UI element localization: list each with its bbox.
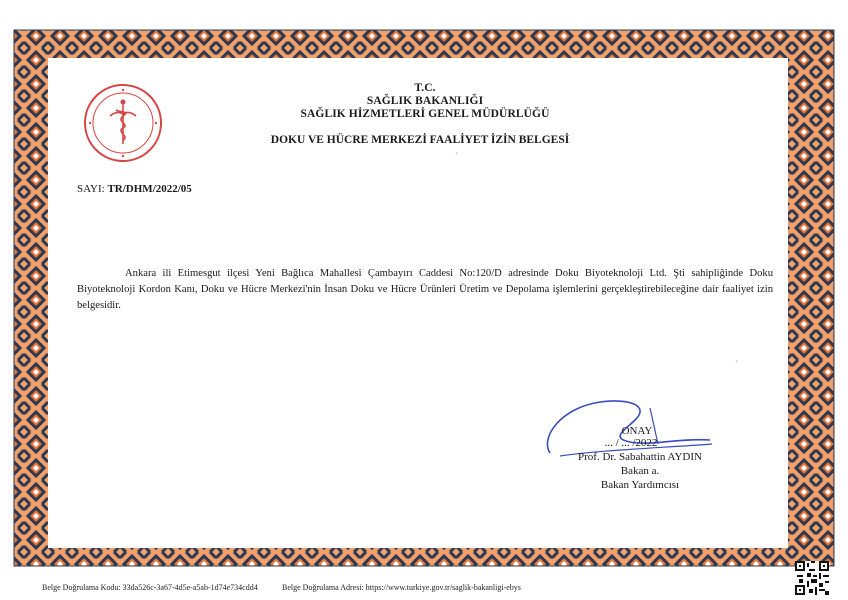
- verification-address[interactable]: Belge Doğrulama Adresi: https://www.turkiye.gov.tr/saglik-bakanligi-ebys: [282, 583, 521, 592]
- reference-value: TR/DHM/2022/05: [107, 183, 192, 195]
- document-title: DOKU VE HÜCRE MERKEZİ FAALİYET İZİN BELGESİ: [270, 134, 570, 146]
- ministry-of-health-logo-icon: [80, 80, 166, 166]
- approval-label: ONAY: [621, 425, 653, 437]
- ink-speck: ˊ: [735, 360, 739, 371]
- reference-number: [77, 183, 192, 195]
- approval-date: ... / ... /2022: [604, 437, 658, 449]
- body-paragraph: Ankara ili Etimesgut ilçesi Yeni Bağlıca Mahallesi Çambayırı Caddesi No:120/D adresinde Doku Biyoteknoloji Ltd. Şti sahipliğinde Doku Biyoteknoloji Kordon Kanı, Doku ve Hücre Merkezi'nin İnsan Doku ve Hücre Ürünleri Üretim ve Depolama işlemlerini gerçekleştirebileceğine dair faaliyet izin belgesidir.: [77, 268, 773, 311]
- verification-code: Belge Doğrulama Kodu: 33da526c-3a67-4d5e-a5ab-1d74e734cdd4: [42, 583, 258, 592]
- qr-code-icon: [795, 561, 829, 595]
- header-tc: T.C.: [414, 82, 436, 94]
- signatory-position: Bakan Yardımcısı: [600, 479, 680, 491]
- reference-label: SAYI:: [77, 183, 105, 195]
- signatory-name: Prof. Dr. Sabahattin AYDIN: [578, 451, 702, 463]
- on-behalf: Bakan a.: [620, 465, 660, 477]
- header-directorate: SAĞLIK HİZMETLERİ GENEL MÜDÜRLÜĞÜ: [300, 108, 550, 120]
- header-ministry: SAĞLIK BAKANLIĞI: [366, 95, 484, 107]
- ink-speck: ˊ: [455, 152, 459, 163]
